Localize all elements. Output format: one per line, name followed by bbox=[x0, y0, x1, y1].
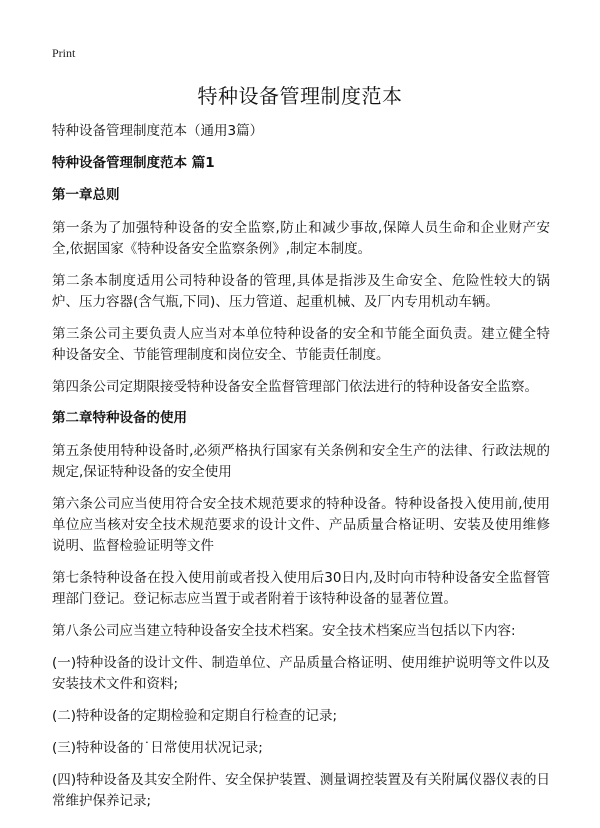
article-7: 第七条特种设备在投入使用前或者投入使用后30日内,及时向市特种设备安全监督管理部门登记。登记标志应当置于或者附着于该特种设备的显著位置。 bbox=[52, 570, 550, 607]
page-title: 特种设备管理制度范本 bbox=[197, 84, 403, 108]
list-item-4: (四)特种设备及其安全附件、安全保护装置、测量调控装置及有关附属仪器仪表的日常维护保养记录; bbox=[52, 772, 550, 809]
document-subtitle: 特种设备管理制度范本（通用3篇） bbox=[52, 123, 264, 139]
article-3: 第三条公司主要负责人应当对本单位特种设备的安全和节能全面负责。建立健全特种设备安全、节能管理制度和岗位安全、节能责任制度。 bbox=[52, 326, 550, 363]
print-link[interactable]: Print bbox=[52, 46, 76, 60]
list-item-2: (二)特种设备的定期检验和定期自行检查的记录; bbox=[52, 708, 338, 724]
list-item-3: (三)特种设备的˙日常使用状况记录; bbox=[52, 740, 263, 756]
chapter-1-heading: 第一章总则 bbox=[52, 187, 120, 203]
chapter-2-heading: 第二章特种设备的使用 bbox=[52, 410, 187, 426]
article-8: 第八条公司应当建立特种设备安全技术档案。安全技术档案应当包括以下内容: bbox=[52, 623, 516, 639]
article-1: 第一条为了加强特种设备的安全监察,防止和减少事故,保障人员生命和企业财产安全,依据国家《特种设备安全监察条例》,制定本制度。 bbox=[52, 220, 550, 257]
document-body bbox=[52, 122, 550, 823]
article-6: 第六条公司应当使用符合安全技术规范要求的特种设备。特种设备投入使用前,使用单位应当核对安全技术规范要求的设计文件、产品质量合格证明、安装及使用维修说明、监督检验证明等文件 bbox=[52, 496, 550, 554]
article-2: 第二条本制度适用公司特种设备的管理,具体是指涉及生命安全、危险性较大的锅炉、压力容器(含气瓶,下同)、压力管道、起重机械、及厂内专用机动车辆。 bbox=[52, 273, 550, 310]
article-5: 第五条使用特种设备时,必须严格执行国家有关条例和安全生产的法律、行政法规的规定,保证特种设备的安全使用 bbox=[52, 443, 550, 480]
article-4: 第四条公司定期限接受特种设备安全监督管理部门依法进行的特种设备安全监察。 bbox=[52, 379, 538, 395]
section-heading: 特种设备管理制度范本 篇1 bbox=[52, 155, 215, 171]
list-item-1: (一)特种设备的设计文件、制造单位、产品质量合格证明、使用维护说明等文件以及安装技术文件和资料; bbox=[52, 655, 550, 692]
